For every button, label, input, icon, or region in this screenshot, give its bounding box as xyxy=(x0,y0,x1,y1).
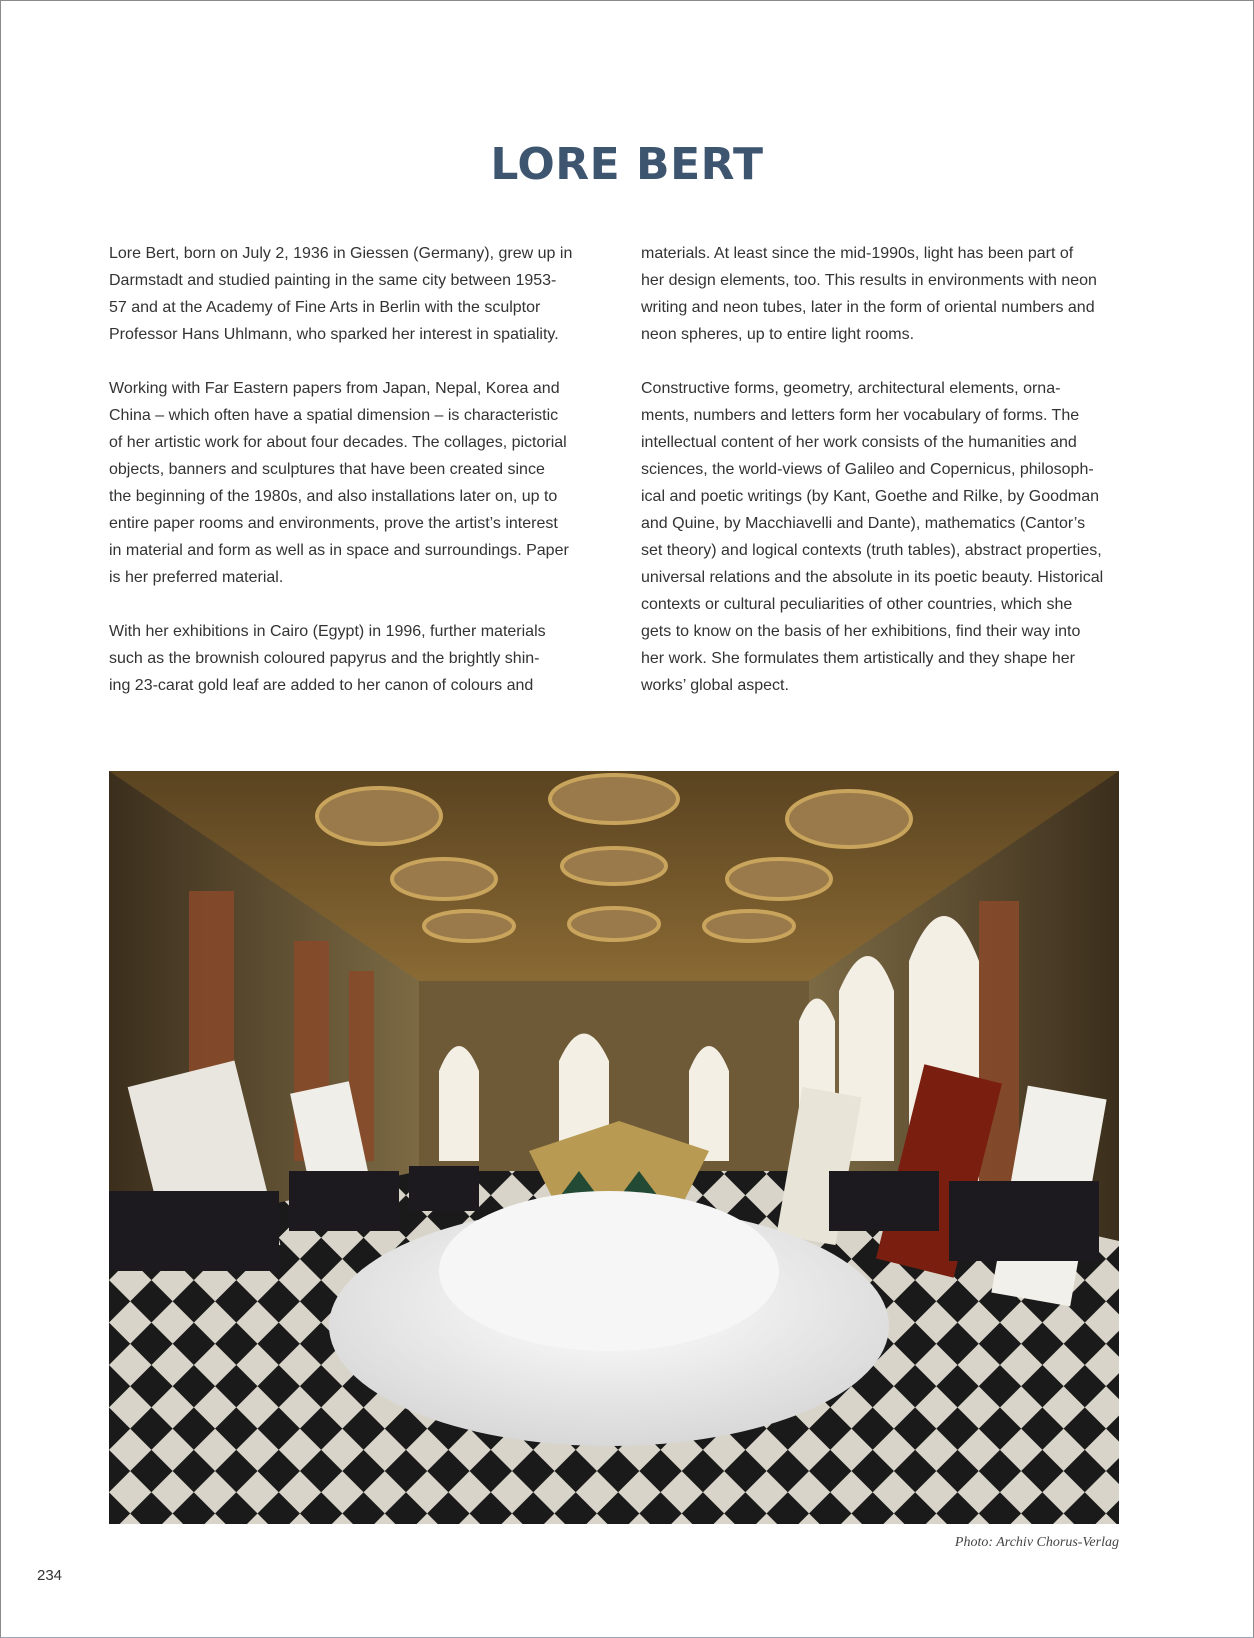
left-column xyxy=(109,240,599,726)
text-line: Working with Far Eastern papers from Japan, Nepal, Korea and xyxy=(109,380,560,397)
text-line: works’ global aspect. xyxy=(641,677,789,694)
page-title: LORE BERT xyxy=(490,139,764,191)
text-line: materials. At least since the mid-1990s, light has been part of xyxy=(641,245,1074,262)
text-line: Lore Bert, born on July 2, 1936 in Giessen (Germany), grew up in xyxy=(109,245,573,262)
text-line: set theory) and logical contexts (truth tables), abstract properties, xyxy=(641,542,1102,559)
paragraph xyxy=(641,240,1131,348)
page-number: 234 xyxy=(37,1567,63,1584)
photo-credit: Photo: Archiv Chorus-Verlag xyxy=(954,1535,1119,1550)
right-column xyxy=(641,240,1131,726)
text-line: the beginning of the 1980s, and also installations later on, up to xyxy=(109,488,558,505)
text-line: 57 and at the Academy of Fine Arts in Berlin with the sculptor xyxy=(109,299,541,316)
paragraph xyxy=(109,375,599,591)
text-line: contexts or cultural peculiarities of other countries, which she xyxy=(641,596,1073,613)
text-line: universal relations and the absolute in its poetic beauty. Historical xyxy=(641,569,1104,586)
text-line: writing and neon tubes, later in the form of oriental numbers and xyxy=(641,299,1095,316)
text-line: Constructive forms, geometry, architectural elements, orna- xyxy=(641,380,1061,397)
paragraph xyxy=(109,240,599,348)
text-line: With her exhibitions in Cairo (Egypt) in 1996, further materials xyxy=(109,623,546,640)
text-line: ing 23-carat gold leaf are added to her canon of colours and xyxy=(109,677,534,694)
exhibition-hall-image xyxy=(109,771,1119,1524)
text-line: Darmstadt and studied painting in the same city between 1953- xyxy=(109,272,557,289)
text-line: her design elements, too. This results in environments with neon xyxy=(641,272,1097,289)
paragraph xyxy=(109,618,599,699)
text-line: Professor Hans Uhlmann, who sparked her interest in spatiality. xyxy=(109,326,559,343)
text-line: intellectual content of her work consists of the humanities and xyxy=(641,434,1077,451)
text-line: ments, numbers and letters form her vocabulary of forms. The xyxy=(641,407,1080,424)
text-line: sciences, the world-views of Galileo and Copernicus, philosoph- xyxy=(641,461,1094,478)
text-line: is her preferred material. xyxy=(109,569,284,586)
text-line: objects, banners and sculptures that have been created since xyxy=(109,461,545,478)
text-line: her work. She formulates them artistically and they shape her xyxy=(641,650,1075,667)
text-line: such as the brownish coloured papyrus and the brightly shin- xyxy=(109,650,540,667)
text-line: gets to know on the basis of her exhibitions, find their way into xyxy=(641,623,1081,640)
text-line: neon spheres, up to entire light rooms. xyxy=(641,326,915,343)
paragraph xyxy=(641,375,1131,699)
text-line: in material and form as well as in space and surroundings. Paper xyxy=(109,542,569,559)
text-line: entire paper rooms and environments, prove the artist’s interest xyxy=(109,515,558,532)
text-line: China – which often have a spatial dimension – is characteristic xyxy=(109,407,559,424)
text-line: ical and poetic writings (by Kant, Goethe and Rilke, by Goodman xyxy=(641,488,1100,505)
exhibition-photo xyxy=(109,771,1119,1524)
text-line: of her artistic work for about four decades. The collages, pictorial xyxy=(109,434,567,451)
text-line: and Quine, by Macchiavelli and Dante), mathematics (Cantor’s xyxy=(641,515,1086,532)
